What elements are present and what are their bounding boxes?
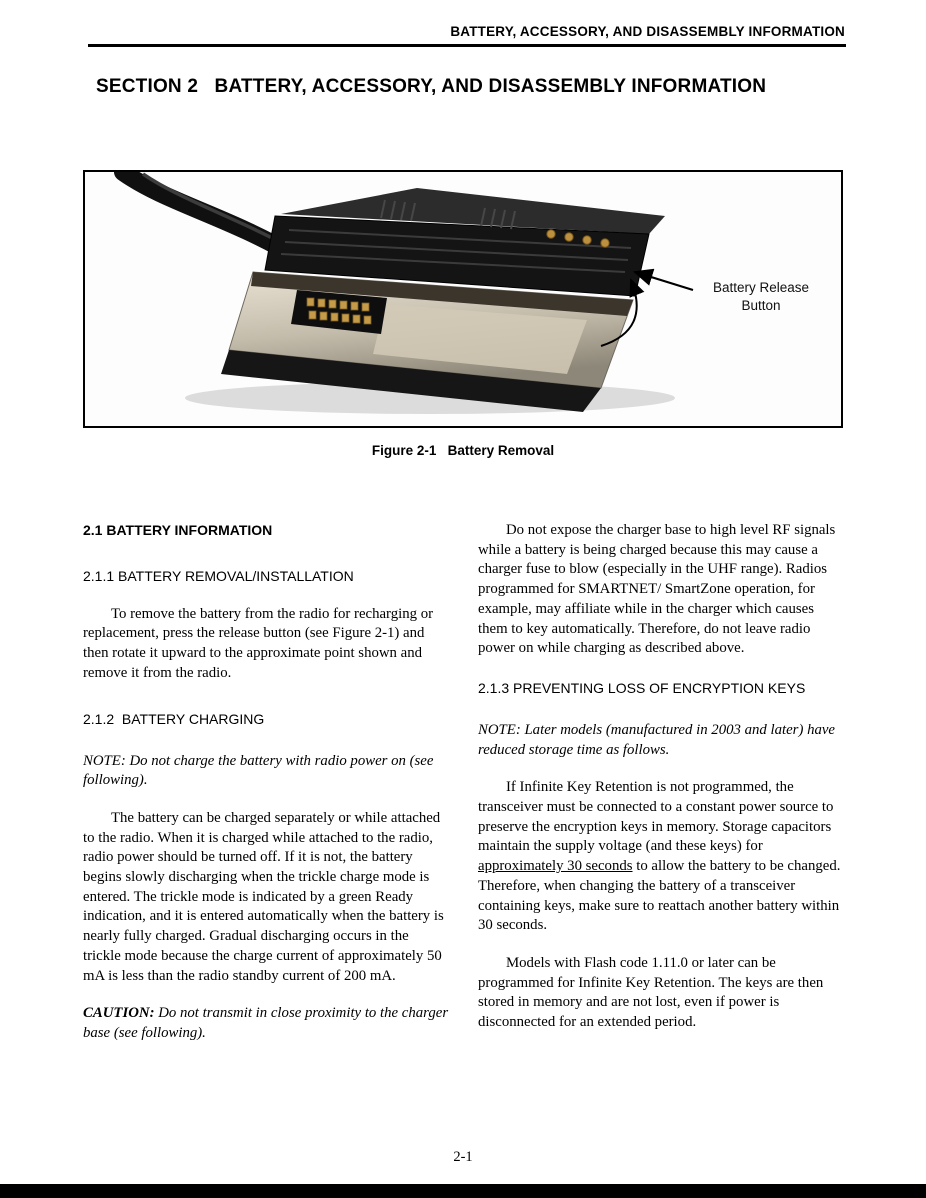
note-key-storage: NOTE: Later models (manufactured in 2003 and later) have reduced storage time as follows. [478, 721, 836, 758]
key-retention-underlined: approximately 30 seconds [478, 858, 633, 875]
heading-battery-information: 2.1 BATTERY INFORMATION [83, 522, 273, 538]
caution-text: Do not transmit in close proximity to the charger base (see following). [83, 1005, 449, 1041]
figure-caption: Figure 2-1 Battery Removal [371, 443, 555, 458]
paragraph-battery-charging: The battery can be charged separately or while attached to the radio. When it is charged while attached to the radio, radio power should be turned off. If it is not, the battery begins slowly discharging when the trickle charge mode is entered. The trickle mode is indicated by a green Ready indication, and it is entered automatically when the battery is nearly fully charged. Gradual discharging occurs in the trickle mode because the charge current of approximately 50 mA is less than the radio standby current of 200 mA. [83, 809, 444, 984]
heading-preventing-key-loss: 2.1.3 PREVENTING LOSS OF ENCRYPTION KEYS [478, 679, 806, 696]
right-column [478, 521, 845, 1033]
heading-battery-charging: 2.1.2 BATTERY CHARGING [83, 710, 265, 727]
key-retention-text-after: to allow the battery to be changed. Therefore, when changing the battery of a transceiver containing keys, make sure to reattach another battery within 30 seconds. [478, 858, 841, 934]
running-header: BATTERY, ACCESSORY, AND DISASSEMBLY INFORMATION [450, 24, 845, 39]
note-charging: NOTE: Do not charge the battery with radio power on (see following). [83, 752, 434, 789]
battery-release-callout-label: Battery Release Button [712, 280, 810, 313]
paragraph-battery-removal: To remove the battery from the radio for recharging or replacement, press the release button (see Figure 2-1) and then rotate it upward to the approximate point shown and remove it from the radio. [83, 605, 434, 681]
heading-battery-removal-installation: 2.1.1 BATTERY REMOVAL/INSTALLATION [83, 567, 354, 584]
paragraph-charger-rf: Do not expose the charger base to high level RF signals while a battery is being charged because this may cause a charger fuse to blow (especially in the UHF range). Radios programmed for SMARTNET/ SmartZone operation, for example, may affiliate while in the charger which causes them to key automatically. Therefore, do not leave radio power on while charging as described above. [478, 522, 836, 657]
caution-label: CAUTION: [83, 1005, 155, 1022]
section-title: SECTION 2 BATTERY, ACCESSORY, AND DISASSEMBLY INFORMATION [96, 76, 767, 97]
caution-paragraph [83, 1004, 449, 1043]
figure-battery-removal [83, 170, 843, 428]
page-number: 2-1 [453, 1149, 473, 1165]
paragraph-flash-code: Models with Flash code 1.11.0 or later can be programmed for Infinite Key Retention. The keys are then stored in memory and are not lost, even if power is disconnected for an extended period. [478, 954, 824, 1031]
key-retention-text-before: If Infinite Key Retention is not programmed, the transceiver must be connected to a constant power source to preserve the encryption keys in memory. Storage capacitors maintain the supply voltage (and these keys) for [478, 779, 834, 855]
left-column [83, 521, 449, 1044]
paragraph-key-retention [478, 778, 845, 936]
header-rule [88, 44, 846, 47]
bottom-bar [0, 1184, 926, 1198]
